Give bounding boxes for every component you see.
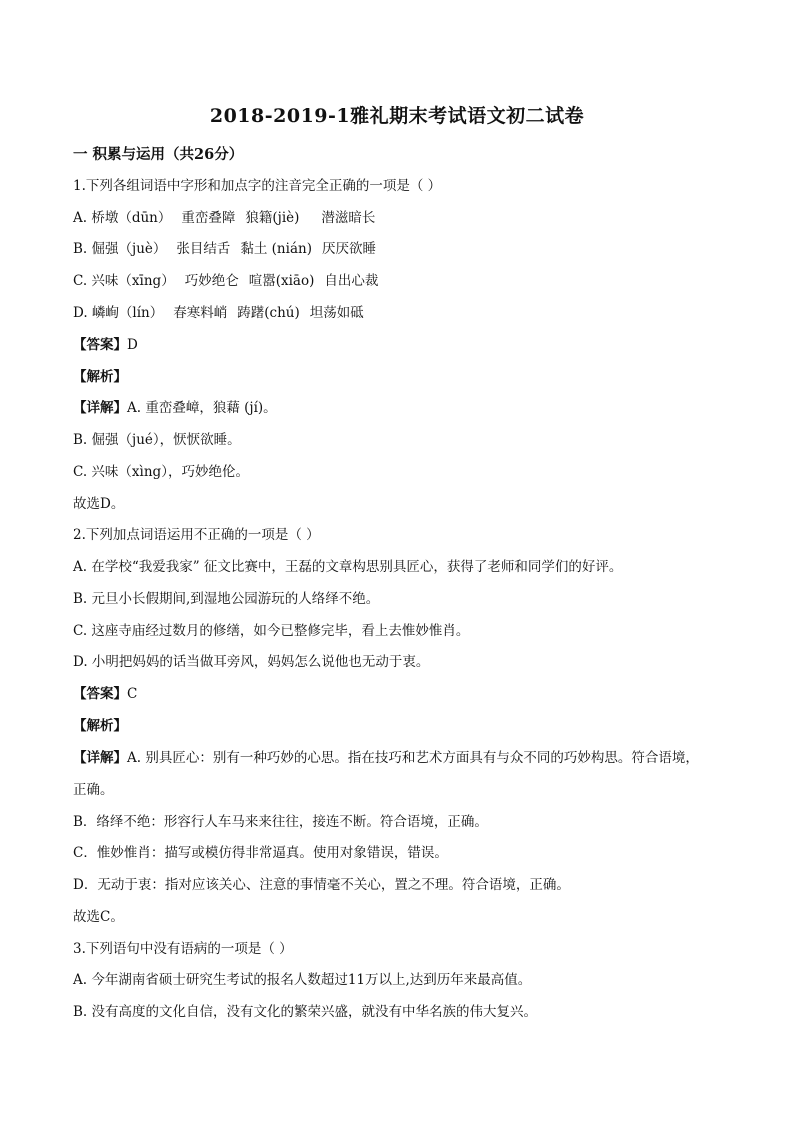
q1-d-word-3: 踌躇(chú) <box>237 305 300 321</box>
q1-d-word-4: 坦荡如砥 <box>309 305 364 321</box>
answer-value: D <box>127 337 138 353</box>
answer-label: 【答案】 <box>73 686 127 702</box>
q1-conclusion: 故选D。 <box>73 496 125 512</box>
answer-value: C <box>127 686 138 702</box>
q1-option-c <box>73 271 378 291</box>
q1-d-word-2: 春寒料峭 <box>173 305 228 321</box>
q2-answer <box>73 684 137 704</box>
q1-analysis-label: 【解析】 <box>73 369 127 385</box>
q1-a-word-4: 潜滋暗长 <box>321 210 376 226</box>
section-heading: 一 积累与运用（共26分） <box>73 146 244 163</box>
q2-explain-d: D．无动于衷：指对应该关心、注意的事情毫不关心，置之不理。符合语境，正确。 <box>73 877 570 893</box>
detail-label: 【详解】 <box>73 750 127 766</box>
q2-explain-b: B．络绎不绝：形容行人车马来来往往，接连不断。符合语境，正确。 <box>73 814 488 830</box>
q1-answer <box>73 335 138 355</box>
q2-option-c: C. 这座寺庙经过数月的修缮，如今已整修完毕，看上去惟妙惟肖。 <box>73 623 470 639</box>
q1-explain-c: C. 兴味（xìng），巧妙绝伦。 <box>73 464 249 480</box>
q1-d-word-1: D. 嶙峋（lín） <box>73 305 164 321</box>
detail-label: 【详解】 <box>73 400 127 416</box>
q1-a-word-2: 重峦叠障 <box>181 210 236 226</box>
q1-option-b <box>73 239 376 259</box>
q3-option-a: A. 今年湖南省硕士研究生考试的报名人数超过11万以上,达到历年来最高值。 <box>73 972 532 988</box>
detail-text: A. 别具匠心：别有一种巧妙的心思。指在技巧和艺术方面具有与众不同的巧妙构思。符合语境， <box>127 750 699 766</box>
q2-option-b: B. 元旦小长假期间,到湿地公园游玩的人络绎不绝。 <box>73 591 380 607</box>
q1-option-d <box>73 303 364 323</box>
q1-a-word-3: 狼籍(jiè) <box>245 210 300 226</box>
q1-b-word-2: 张目结舌 <box>176 241 231 257</box>
q2-detail <box>73 748 699 768</box>
q1-b-word-3: 黏土 (nián) <box>240 241 312 257</box>
question-1-stem: 1.下列各组词语中字形和加点字的注音完全正确的一项是（ ） <box>73 178 442 194</box>
q1-a-word-1: A. 桥墩（dūn） <box>73 210 172 226</box>
q1-c-word-1: C. 兴味（xīng） <box>73 273 175 289</box>
q1-c-word-4: 自出心裁 <box>324 273 379 289</box>
question-3-stem: 3.下列语句中没有语病的一项是（ ） <box>73 941 293 957</box>
q2-detail-continued: 正确。 <box>73 782 114 798</box>
page-title: 2018-2019-1雅礼期末考试语文初二试卷 <box>209 105 585 127</box>
q2-option-d: D. 小明把妈妈的话当做耳旁风，妈妈怎么说他也无动于衷。 <box>73 654 430 670</box>
q1-explain-b: B. 倔强（jué），恹恹欲睡。 <box>73 432 241 448</box>
q1-c-word-2: 巧妙绝仑 <box>184 273 239 289</box>
q3-option-b: B. 没有高度的文化自信，没有文化的繁荣兴盛，就没有中华名族的伟大复兴。 <box>73 1004 538 1020</box>
q2-option-a: A. 在学校“我爱我家” 征文比赛中，王磊的文章构思别具匠心，获得了老师和同学们的好评。 <box>73 559 623 575</box>
q1-option-a <box>73 208 375 228</box>
q2-analysis-label: 【解析】 <box>73 718 127 734</box>
q1-b-word-1: B. 倔强（juè） <box>73 241 167 257</box>
q1-b-word-4: 厌厌欲睡 <box>321 241 376 257</box>
q1-c-word-3: 喧嚣(xiāo) <box>248 273 315 289</box>
question-2-stem: 2.下列加点词语运用不正确的一项是（ ） <box>73 527 320 543</box>
answer-label: 【答案】 <box>73 337 127 353</box>
detail-text: A. 重峦叠嶂，狼藉 (jí)。 <box>127 400 277 416</box>
q1-detail <box>73 398 277 418</box>
q2-conclusion: 故选C。 <box>73 909 124 925</box>
q2-explain-c: C．惟妙惟肖：描写或模仿得非常逼真。使用对象错误，错误。 <box>73 845 448 861</box>
